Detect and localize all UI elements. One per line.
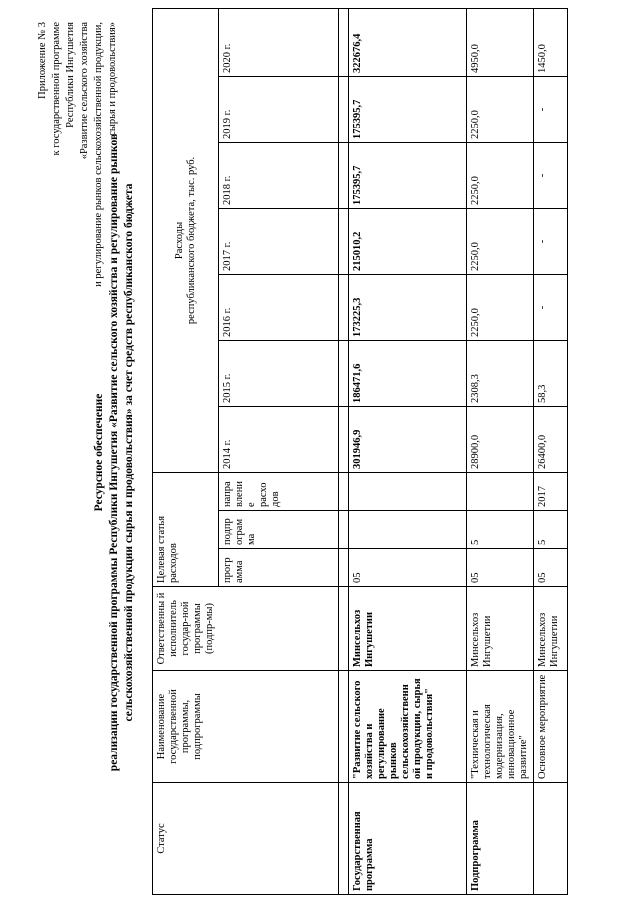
row-value: -: [534, 208, 568, 274]
spacer-cell: [339, 511, 349, 549]
row-subprogram: 5: [534, 511, 568, 549]
row-value: 215010,2: [349, 208, 467, 274]
header-direction: напра влени е расхо дов: [219, 472, 339, 510]
appendix-line: Приложение № 3: [37, 22, 48, 99]
appendix-line: «Развитие сельского хозяйства: [79, 22, 90, 160]
row-responsible: Минсельхоз Ингушетии: [349, 587, 467, 671]
row-status: [534, 783, 568, 895]
row-value: 2250,0: [467, 274, 534, 340]
table-row: [467, 8, 534, 894]
header-program: прогр амма: [219, 549, 339, 587]
spacer-cell: [339, 340, 349, 406]
spacer-cell: [339, 8, 349, 76]
row-value: 26400,0: [534, 406, 568, 472]
table-row: [534, 8, 568, 894]
table-header-row: [153, 8, 219, 894]
row-value: 2308,3: [467, 340, 534, 406]
row-name: "Развитие сельского хозяйства и регулирование рынков сельскохозяйственн ой продукции, сырья и продовольствия": [349, 671, 467, 783]
row-direction: [349, 472, 467, 510]
row-value: 2250,0: [467, 208, 534, 274]
appendix-line: сырья и продовольствия»: [107, 22, 118, 136]
row-value: 186471,6: [349, 340, 467, 406]
header-year: 2015 г.: [219, 340, 339, 406]
row-value: -: [534, 142, 568, 208]
spacer-cell: [339, 783, 349, 895]
row-value: 1450,0: [534, 8, 568, 76]
header-year: 2014 г.: [219, 406, 339, 472]
header-expenses-title: Расходы: [173, 221, 185, 260]
row-responsible: Минсельхоз Ингушетии: [467, 587, 534, 671]
appendix-line: и регулирование рынков сельскохозяйственной продукции,: [93, 22, 104, 287]
row-value: 173225,3: [349, 274, 467, 340]
appendix-line: к государственной программе: [51, 22, 62, 156]
spacer-cell: [339, 549, 349, 587]
title-line: Ресурсное обеспечение: [93, 393, 105, 512]
header-year: 2017 г.: [219, 208, 339, 274]
row-value: 4950,0: [467, 8, 534, 76]
row-program: 05: [534, 549, 568, 587]
row-value: 2250,0: [467, 142, 534, 208]
header-status: Статус: [153, 783, 339, 895]
row-responsible: Минсельхоз Ингушетии: [534, 587, 568, 671]
spacer-cell: [339, 587, 349, 671]
header-target-article: Целевая статья расходов: [153, 472, 219, 586]
header-responsible: Ответственны й исполнитель государ-ной программы (подпр-мы): [153, 587, 339, 671]
spacer-cell: [339, 671, 349, 783]
row-subprogram: 5: [467, 511, 534, 549]
row-value: -: [534, 76, 568, 142]
header-expenses-subtitle: республиканского бюджета, тыс. руб.: [185, 156, 197, 325]
row-program: 05: [349, 549, 467, 587]
header-year: 2019 г.: [219, 76, 339, 142]
row-name: "Техническая и технологическая модернизация, инновационное развитие": [467, 671, 534, 783]
spacer-cell: [339, 142, 349, 208]
row-value: 2250,0: [467, 76, 534, 142]
row-value: 175395,7: [349, 76, 467, 142]
resource-table: [152, 8, 568, 895]
spacer-cell: [339, 76, 349, 142]
row-status: Государственная программа: [349, 783, 467, 895]
header-expenses: [153, 8, 219, 472]
row-value: -: [534, 274, 568, 340]
header-subprogram: подпр ограм ма: [219, 511, 339, 549]
appendix-line: Республики Ингушетия: [65, 22, 76, 128]
spacer-cell: [339, 406, 349, 472]
row-value: 175395,7: [349, 142, 467, 208]
header-year: 2018 г.: [219, 142, 339, 208]
row-value: 322676,4: [349, 8, 467, 76]
row-direction: [467, 472, 534, 510]
table-row: [349, 8, 467, 894]
document-title: [92, 0, 137, 905]
header-year: 2020 г.: [219, 8, 339, 76]
row-value: 58,3: [534, 340, 568, 406]
row-subprogram: [349, 511, 467, 549]
row-name: Основное мероприятие: [534, 671, 568, 783]
spacer-cell: [339, 274, 349, 340]
header-year: 2016 г.: [219, 274, 339, 340]
spacer-cell: [339, 208, 349, 274]
header-name: Наименование государственной программы, подпрограммы: [153, 671, 339, 783]
title-line: реализации государственной программы Республики Ингушетия «Развитие сельского хозяйства и регулирование рынков: [108, 133, 120, 772]
row-program: 05: [467, 549, 534, 587]
spacer-cell: [339, 472, 349, 510]
row-direction: 2017: [534, 472, 568, 510]
row-status: Подпрограмма: [467, 783, 534, 895]
title-line: сельскохозяйственной продукции сырья и продовольствия» за счет средств республиканского бюджета: [123, 183, 135, 722]
row-value: 28900,0: [467, 406, 534, 472]
row-value: 301946,9: [349, 406, 467, 472]
table-spacer-row: [339, 8, 349, 894]
